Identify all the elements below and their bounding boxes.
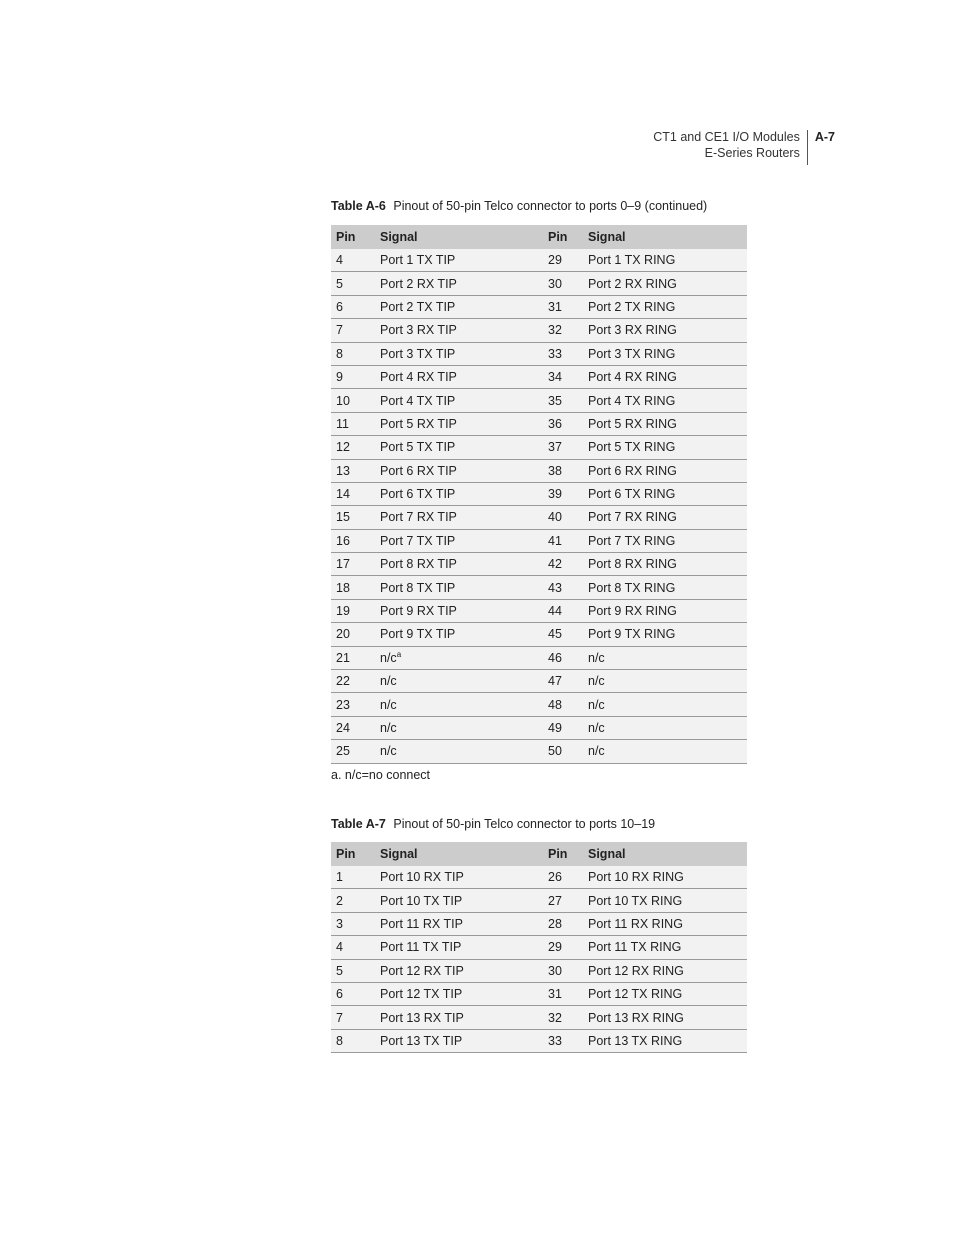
table-a6 [331, 225, 747, 764]
cell-text: Port 9 TX TIP [380, 627, 456, 642]
table-cell [331, 1006, 375, 1029]
cell-text: Port 4 TX RING [588, 393, 676, 408]
table-cell [375, 459, 543, 482]
table-cell [375, 646, 543, 669]
table-cell [375, 576, 543, 599]
table-a7-label: Table A-7 [331, 817, 386, 831]
table-row [331, 506, 747, 529]
cell-text: 44 [548, 604, 562, 619]
table-row [331, 982, 747, 1005]
table-cell [375, 936, 543, 959]
table-cell [583, 319, 747, 342]
table-cell [543, 936, 583, 959]
table-cell [583, 889, 747, 912]
table-cell [375, 506, 543, 529]
cell-text: Port 11 TX TIP [380, 940, 462, 955]
cell-text: n/c [380, 697, 397, 712]
cell-text: Port 12 TX TIP [380, 987, 463, 1002]
table-cell [543, 912, 583, 935]
column-header: Signal [583, 225, 747, 249]
table-row [331, 529, 747, 552]
table-cell [375, 249, 543, 272]
cell-text: 30 [548, 963, 562, 978]
table-cell [375, 623, 543, 646]
table-row [331, 866, 747, 889]
cell-text: 10 [336, 393, 350, 408]
cell-text: 16 [336, 533, 350, 548]
table-cell [331, 342, 375, 365]
table-cell [583, 912, 747, 935]
cell-text: Port 11 RX TIP [380, 916, 463, 931]
cell-text: 45 [548, 627, 562, 642]
cell-text: 3 [336, 916, 343, 931]
table-cell [543, 623, 583, 646]
table-cell [583, 389, 747, 412]
table-a6-title: Pinout of 50-pin Telco connector to ports 0–9 (continued) [393, 199, 708, 213]
cell-text: 33 [548, 346, 562, 361]
table-a7-title: Pinout of 50-pin Telco connector to ports 10–19 [393, 817, 656, 831]
table-cell [583, 553, 747, 576]
cell-text: 48 [548, 697, 562, 712]
table-cell [543, 365, 583, 388]
table-row [331, 670, 747, 693]
table-row [331, 436, 747, 459]
cell-text: Port 11 TX RING [588, 940, 682, 955]
table-cell [583, 740, 747, 763]
cell-text: 19 [336, 604, 350, 619]
cell-text: 29 [548, 253, 562, 268]
cell-text: Port 8 TX TIP [380, 580, 456, 595]
table-cell [543, 1029, 583, 1052]
cell-text: Port 3 TX RING [588, 346, 676, 361]
table-a6-footnote: a. n/c=no connect [331, 768, 431, 782]
table-cell [375, 912, 543, 935]
cell-text: 35 [548, 393, 562, 408]
cell-text: n/c [588, 674, 605, 689]
cell-text: Port 12 RX RING [588, 963, 684, 978]
table-cell [583, 670, 747, 693]
table-cell [331, 576, 375, 599]
cell-text: Port 5 RX RING [588, 416, 677, 431]
table-header-row [331, 842, 747, 866]
cell-text: 49 [548, 721, 562, 735]
cell-text: 27 [548, 893, 562, 908]
column-header: Pin [331, 842, 375, 866]
table-row [331, 623, 747, 646]
cell-text: Port 4 RX RING [588, 370, 677, 385]
footnote-marker: a [396, 649, 402, 659]
cell-text: Port 5 RX TIP [380, 416, 457, 431]
table-cell [543, 506, 583, 529]
column-header: Signal [583, 842, 747, 866]
table-cell [543, 342, 583, 365]
cell-text: Port 2 TX TIP [380, 299, 456, 314]
cell-text: Port 4 RX TIP [380, 370, 457, 385]
table-cell [583, 623, 747, 646]
cell-text: 2 [336, 893, 343, 908]
page-number: A-7 [814, 130, 835, 144]
cell-text: 29 [548, 940, 562, 955]
table-row [331, 716, 747, 739]
table-cell [543, 866, 583, 889]
cell-text: Port 9 TX RING [588, 627, 676, 642]
cell-text: 4 [336, 253, 343, 268]
table-cell [331, 295, 375, 318]
table-cell [331, 459, 375, 482]
table-cell [543, 693, 583, 716]
cell-text: 37 [548, 440, 562, 455]
table-row [331, 272, 747, 295]
cell-text: Port 10 RX TIP [380, 870, 464, 885]
cell-text: 18 [336, 580, 350, 595]
cell-text: Port 13 TX TIP [380, 1033, 463, 1048]
table-cell [583, 482, 747, 505]
cell-text: 47 [548, 674, 562, 689]
header-product: E-Series Routers [704, 145, 800, 160]
table-cell [375, 319, 543, 342]
cell-text: Port 2 RX TIP [380, 276, 457, 291]
cell-text: 7 [336, 1010, 343, 1025]
cell-text: n/c [380, 650, 397, 665]
cell-text: n/c [380, 674, 397, 689]
table-cell [331, 912, 375, 935]
table-row [331, 1006, 747, 1029]
table-row [331, 342, 747, 365]
table-cell [583, 436, 747, 459]
table-cell [543, 670, 583, 693]
cell-text: 28 [548, 916, 562, 931]
table-cell [331, 866, 375, 889]
column-header: Pin [543, 842, 583, 866]
cell-text: Port 2 RX RING [588, 276, 677, 291]
table-cell [375, 342, 543, 365]
table-cell [331, 482, 375, 505]
table-cell [331, 553, 375, 576]
cell-text: Port 12 RX TIP [380, 963, 464, 978]
table-cell [583, 365, 747, 388]
table-cell [331, 693, 375, 716]
cell-text: 8 [336, 1033, 343, 1048]
table-cell [375, 740, 543, 763]
table-row [331, 912, 747, 935]
cell-text: n/c [380, 744, 397, 759]
cell-text: 13 [336, 463, 350, 478]
table-cell [583, 272, 747, 295]
table-cell [543, 412, 583, 435]
table-cell [543, 272, 583, 295]
cell-text: 23 [336, 697, 350, 712]
table-cell [375, 889, 543, 912]
table-cell [331, 959, 375, 982]
table-cell [331, 936, 375, 959]
table-cell [331, 646, 375, 669]
table-cell [331, 740, 375, 763]
table-row [331, 1029, 747, 1052]
table-cell [331, 982, 375, 1005]
cell-text: Port 11 RX RING [588, 916, 683, 931]
cell-text: 32 [548, 323, 562, 338]
column-header: Pin [543, 225, 583, 249]
table-cell [543, 459, 583, 482]
cell-text: Port 8 RX RING [588, 557, 677, 572]
cell-text: 5 [336, 963, 343, 978]
cell-text: Port 1 TX TIP [380, 253, 456, 268]
table-row [331, 319, 747, 342]
cell-text: 43 [548, 580, 562, 595]
table-cell [583, 1029, 747, 1052]
table-cell [375, 599, 543, 622]
table-cell [331, 506, 375, 529]
cell-text: n/c [588, 744, 605, 759]
table-row [331, 389, 747, 412]
cell-text: 34 [548, 370, 562, 385]
table-cell [543, 599, 583, 622]
table-cell [375, 365, 543, 388]
table-cell [331, 599, 375, 622]
cell-text: 11 [336, 416, 349, 431]
table-row [331, 889, 747, 912]
table-cell [543, 889, 583, 912]
table-row [331, 936, 747, 959]
cell-text: Port 7 TX RING [588, 533, 676, 548]
cell-text: 5 [336, 276, 343, 291]
table-cell [331, 319, 375, 342]
table-row [331, 412, 747, 435]
table-a6-label: Table A-6 [331, 199, 386, 213]
column-header: Signal [375, 225, 543, 249]
header-chapter: CT1 and CE1 I/O Modules [653, 130, 800, 144]
cell-text: 22 [336, 674, 350, 689]
table-cell [375, 272, 543, 295]
cell-text: 14 [336, 487, 350, 502]
cell-text: 20 [336, 627, 350, 642]
table-row [331, 959, 747, 982]
cell-text: 26 [548, 870, 562, 885]
cell-text: n/c [588, 721, 605, 735]
table-cell [331, 412, 375, 435]
table-cell [543, 716, 583, 739]
table-cell [375, 866, 543, 889]
cell-text: 6 [336, 299, 343, 314]
table-cell [375, 982, 543, 1005]
table-cell [331, 365, 375, 388]
cell-text: Port 13 RX RING [588, 1010, 684, 1025]
cell-text: Port 7 RX TIP [380, 510, 457, 525]
cell-text: Port 7 TX TIP [380, 533, 456, 548]
table-cell [583, 866, 747, 889]
cell-text: 50 [548, 744, 562, 759]
cell-text: Port 9 RX RING [588, 604, 677, 619]
cell-text: Port 6 TX RING [588, 487, 676, 502]
table-cell [543, 529, 583, 552]
table-cell [375, 959, 543, 982]
cell-text: 17 [336, 557, 350, 572]
cell-text: n/c [588, 697, 605, 712]
table-cell [375, 693, 543, 716]
header-text [653, 130, 807, 161]
table-cell [543, 1006, 583, 1029]
cell-text: Port 13 TX RING [588, 1033, 683, 1048]
cell-text: Port 8 RX TIP [380, 557, 457, 572]
table-cell [375, 716, 543, 739]
table-cell [543, 982, 583, 1005]
cell-text: 12 [336, 440, 350, 455]
cell-text: 1 [336, 870, 343, 885]
column-header: Signal [375, 842, 543, 866]
table-cell [375, 389, 543, 412]
table-cell [331, 389, 375, 412]
cell-text: Port 8 TX RING [588, 580, 676, 595]
running-header [653, 130, 835, 165]
table-row [331, 693, 747, 716]
cell-text: Port 7 RX RING [588, 510, 677, 525]
table-cell [583, 529, 747, 552]
table-cell [583, 1006, 747, 1029]
cell-text: n/c [588, 650, 605, 665]
table-cell [375, 529, 543, 552]
table-cell [543, 740, 583, 763]
table-cell [543, 646, 583, 669]
table-cell [375, 670, 543, 693]
cell-text: 24 [336, 721, 350, 735]
table-cell [375, 412, 543, 435]
table-header-row [331, 225, 747, 249]
table-cell [331, 249, 375, 272]
cell-text: Port 6 RX TIP [380, 463, 457, 478]
cell-text: 36 [548, 416, 562, 431]
table-cell [583, 576, 747, 599]
cell-text: Port 10 TX TIP [380, 893, 463, 908]
table-cell [583, 342, 747, 365]
table-row [331, 553, 747, 576]
cell-text: Port 3 RX RING [588, 323, 677, 338]
cell-text: 8 [336, 346, 343, 361]
cell-text: Port 12 TX RING [588, 987, 683, 1002]
table-cell [375, 1006, 543, 1029]
cell-text: Port 3 TX TIP [380, 346, 456, 361]
table-row [331, 365, 747, 388]
cell-text: 40 [548, 510, 562, 525]
table-cell [583, 412, 747, 435]
table-row [331, 599, 747, 622]
cell-text: Port 2 TX RING [588, 299, 676, 314]
table-cell [543, 319, 583, 342]
cell-text: 42 [548, 557, 562, 572]
table-row [331, 482, 747, 505]
table-cell [583, 506, 747, 529]
cell-text: Port 13 RX TIP [380, 1010, 464, 1025]
cell-text: 15 [336, 510, 350, 525]
table-a7 [331, 842, 747, 1053]
cell-text: 33 [548, 1033, 562, 1048]
cell-text: 30 [548, 276, 562, 291]
table-row [331, 295, 747, 318]
table-cell [583, 959, 747, 982]
table-row [331, 646, 747, 669]
table-cell [331, 889, 375, 912]
cell-text: Port 9 RX TIP [380, 604, 457, 619]
cell-text: 41 [548, 533, 562, 548]
table-cell [543, 553, 583, 576]
cell-text: Port 10 TX RING [588, 893, 683, 908]
table-cell [543, 249, 583, 272]
table-cell [375, 436, 543, 459]
cell-text: 32 [548, 1010, 562, 1025]
table-cell [331, 716, 375, 739]
table-cell [375, 482, 543, 505]
table-cell [331, 623, 375, 646]
table-cell [543, 482, 583, 505]
table-cell [583, 693, 747, 716]
cell-text: 9 [336, 370, 343, 385]
table-cell [331, 272, 375, 295]
table-cell [331, 1029, 375, 1052]
table-row [331, 576, 747, 599]
table-cell [543, 389, 583, 412]
cell-text: 31 [548, 299, 562, 314]
cell-text: 7 [336, 323, 343, 338]
cell-text: 46 [548, 650, 562, 665]
table-cell [375, 553, 543, 576]
cell-text: Port 6 RX RING [588, 463, 677, 478]
table-cell [543, 295, 583, 318]
cell-text: 39 [548, 487, 562, 502]
cell-text: 31 [548, 987, 562, 1002]
table-a7-caption [331, 817, 655, 831]
table-cell [543, 959, 583, 982]
table-cell [583, 599, 747, 622]
table-cell [331, 529, 375, 552]
cell-text: n/c [380, 721, 397, 735]
cell-text: Port 3 RX TIP [380, 323, 457, 338]
table-cell [583, 459, 747, 482]
table-cell [543, 576, 583, 599]
cell-text: Port 6 TX TIP [380, 487, 456, 502]
table-cell [583, 646, 747, 669]
cell-text: Port 4 TX TIP [380, 393, 456, 408]
cell-text: Port 1 TX RING [588, 253, 676, 268]
column-header: Pin [331, 225, 375, 249]
table-row [331, 740, 747, 763]
table-cell [583, 716, 747, 739]
cell-text: 21 [336, 650, 350, 665]
table-cell [331, 436, 375, 459]
table-cell [583, 249, 747, 272]
cell-text: Port 5 TX TIP [380, 440, 456, 455]
table-cell [543, 436, 583, 459]
cell-text: Port 5 TX RING [588, 440, 676, 455]
table-row [331, 459, 747, 482]
cell-text: 6 [336, 987, 343, 1002]
table-cell [375, 1029, 543, 1052]
cell-text: 4 [336, 940, 343, 955]
table-cell [583, 936, 747, 959]
table-cell [331, 670, 375, 693]
table-cell [583, 982, 747, 1005]
table-cell [583, 295, 747, 318]
cell-text: 25 [336, 744, 350, 759]
table-a6-caption [331, 199, 707, 213]
table-row [331, 249, 747, 272]
cell-text: Port 10 RX RING [588, 870, 684, 885]
cell-text: 38 [548, 463, 562, 478]
table-cell [375, 295, 543, 318]
